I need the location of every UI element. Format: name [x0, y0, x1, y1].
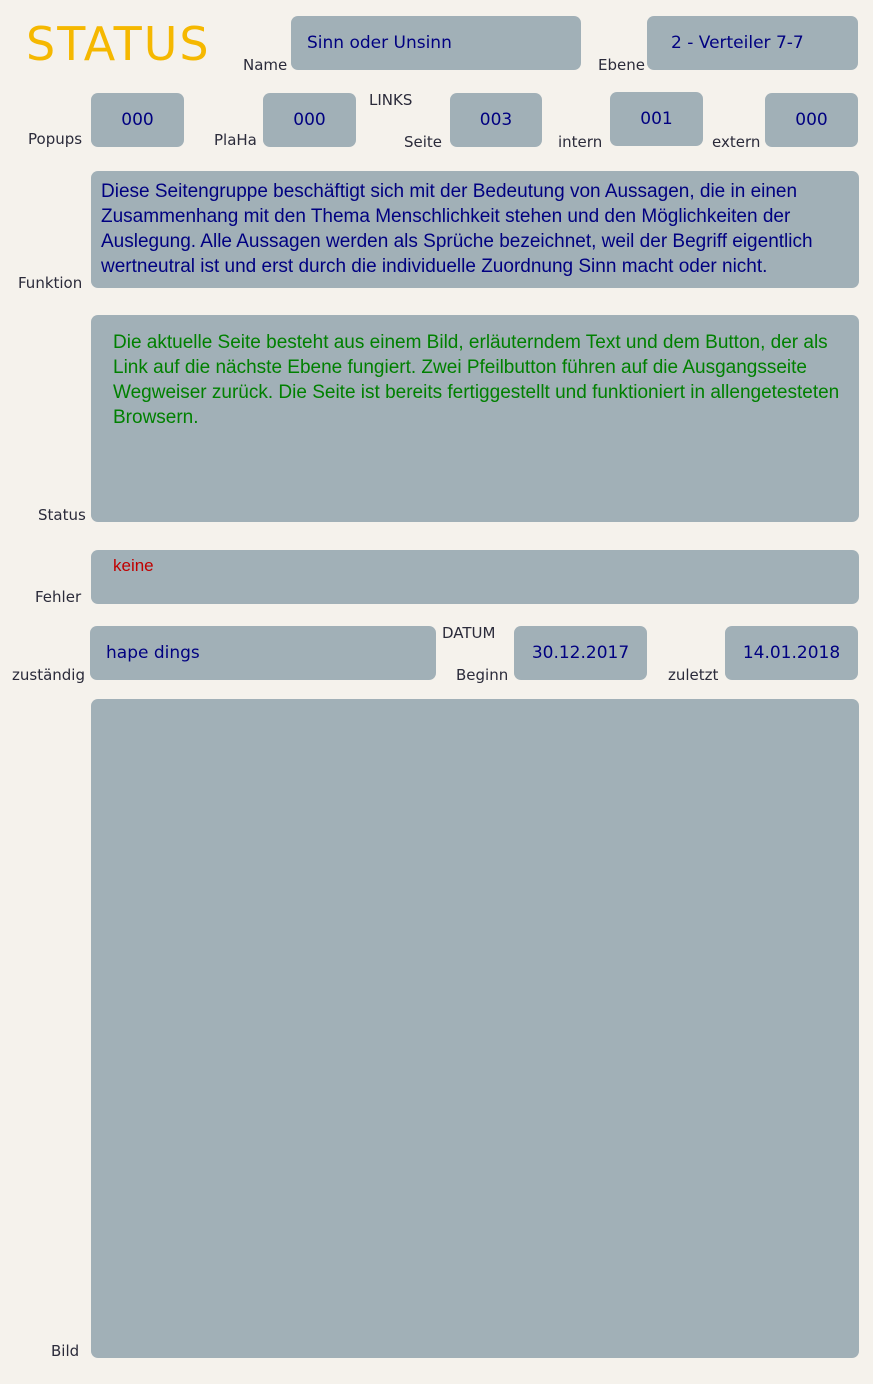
zustaendig-label: zuständig [12, 666, 85, 684]
name-label: Name [243, 56, 288, 74]
datum-heading: DATUM [442, 624, 496, 642]
ebene-field[interactable]: 2 - Verteiler 7-7 [647, 16, 858, 70]
seite-field[interactable]: 003 [450, 93, 542, 147]
beginn-label: Beginn [456, 666, 509, 684]
links-heading: LINKS [369, 91, 413, 109]
bild-label: Bild [51, 1342, 80, 1360]
extern-field[interactable]: 000 [765, 93, 858, 147]
popups-field[interactable]: 000 [91, 93, 184, 147]
plaha-field[interactable]: 000 [263, 93, 356, 147]
zustaendig-field[interactable]: hape dings [90, 626, 436, 680]
zuletzt-label: zuletzt [668, 666, 719, 684]
beginn-date-field[interactable]: 30.12.2017 [514, 626, 647, 680]
status-text[interactable]: Die aktuelle Seite besteht aus einem Bild, erläuterndem Text und dem Button, der als Link auf die nächste Ebene fungiert. Zwei Pfeilbutton führen auf die Ausgangsseite Wegweiser zurück. Die Seite ist bereits fertiggestellt und funktioniert in allengetesteten Browsern. [91, 315, 859, 522]
name-field[interactable]: Sinn oder Unsinn [291, 16, 581, 70]
popups-label: Popups [28, 130, 83, 148]
ebene-label: Ebene [598, 56, 645, 74]
intern-label: intern [558, 133, 603, 151]
page-title: STATUS [26, 17, 211, 71]
plaha-label: PlaHa [214, 131, 257, 149]
funktion-label: Funktion [18, 274, 83, 292]
fehler-label: Fehler [35, 588, 82, 606]
extern-label: extern [712, 133, 761, 151]
seite-label: Seite [404, 133, 443, 151]
status-label: Status [38, 506, 86, 524]
fehler-field[interactable]: keine [91, 550, 859, 604]
funktion-text[interactable]: Diese Seitengruppe beschäftigt sich mit der Bedeutung von Aussagen, die in einen Zusammenhang mit den Thema Menschlichkeit stehen und den Möglichkeiten der Auslegung. Alle Aussagen werden als Sprüche bezeichnet, weil der Begriff eigentlich wertneutral ist und erst durch die individuelle Zuordnung Sinn macht oder nicht. [91, 171, 859, 288]
intern-field[interactable]: 001 [610, 92, 703, 146]
zuletzt-date-field[interactable]: 14.01.2018 [725, 626, 858, 680]
bild-image-area[interactable] [91, 699, 859, 1358]
